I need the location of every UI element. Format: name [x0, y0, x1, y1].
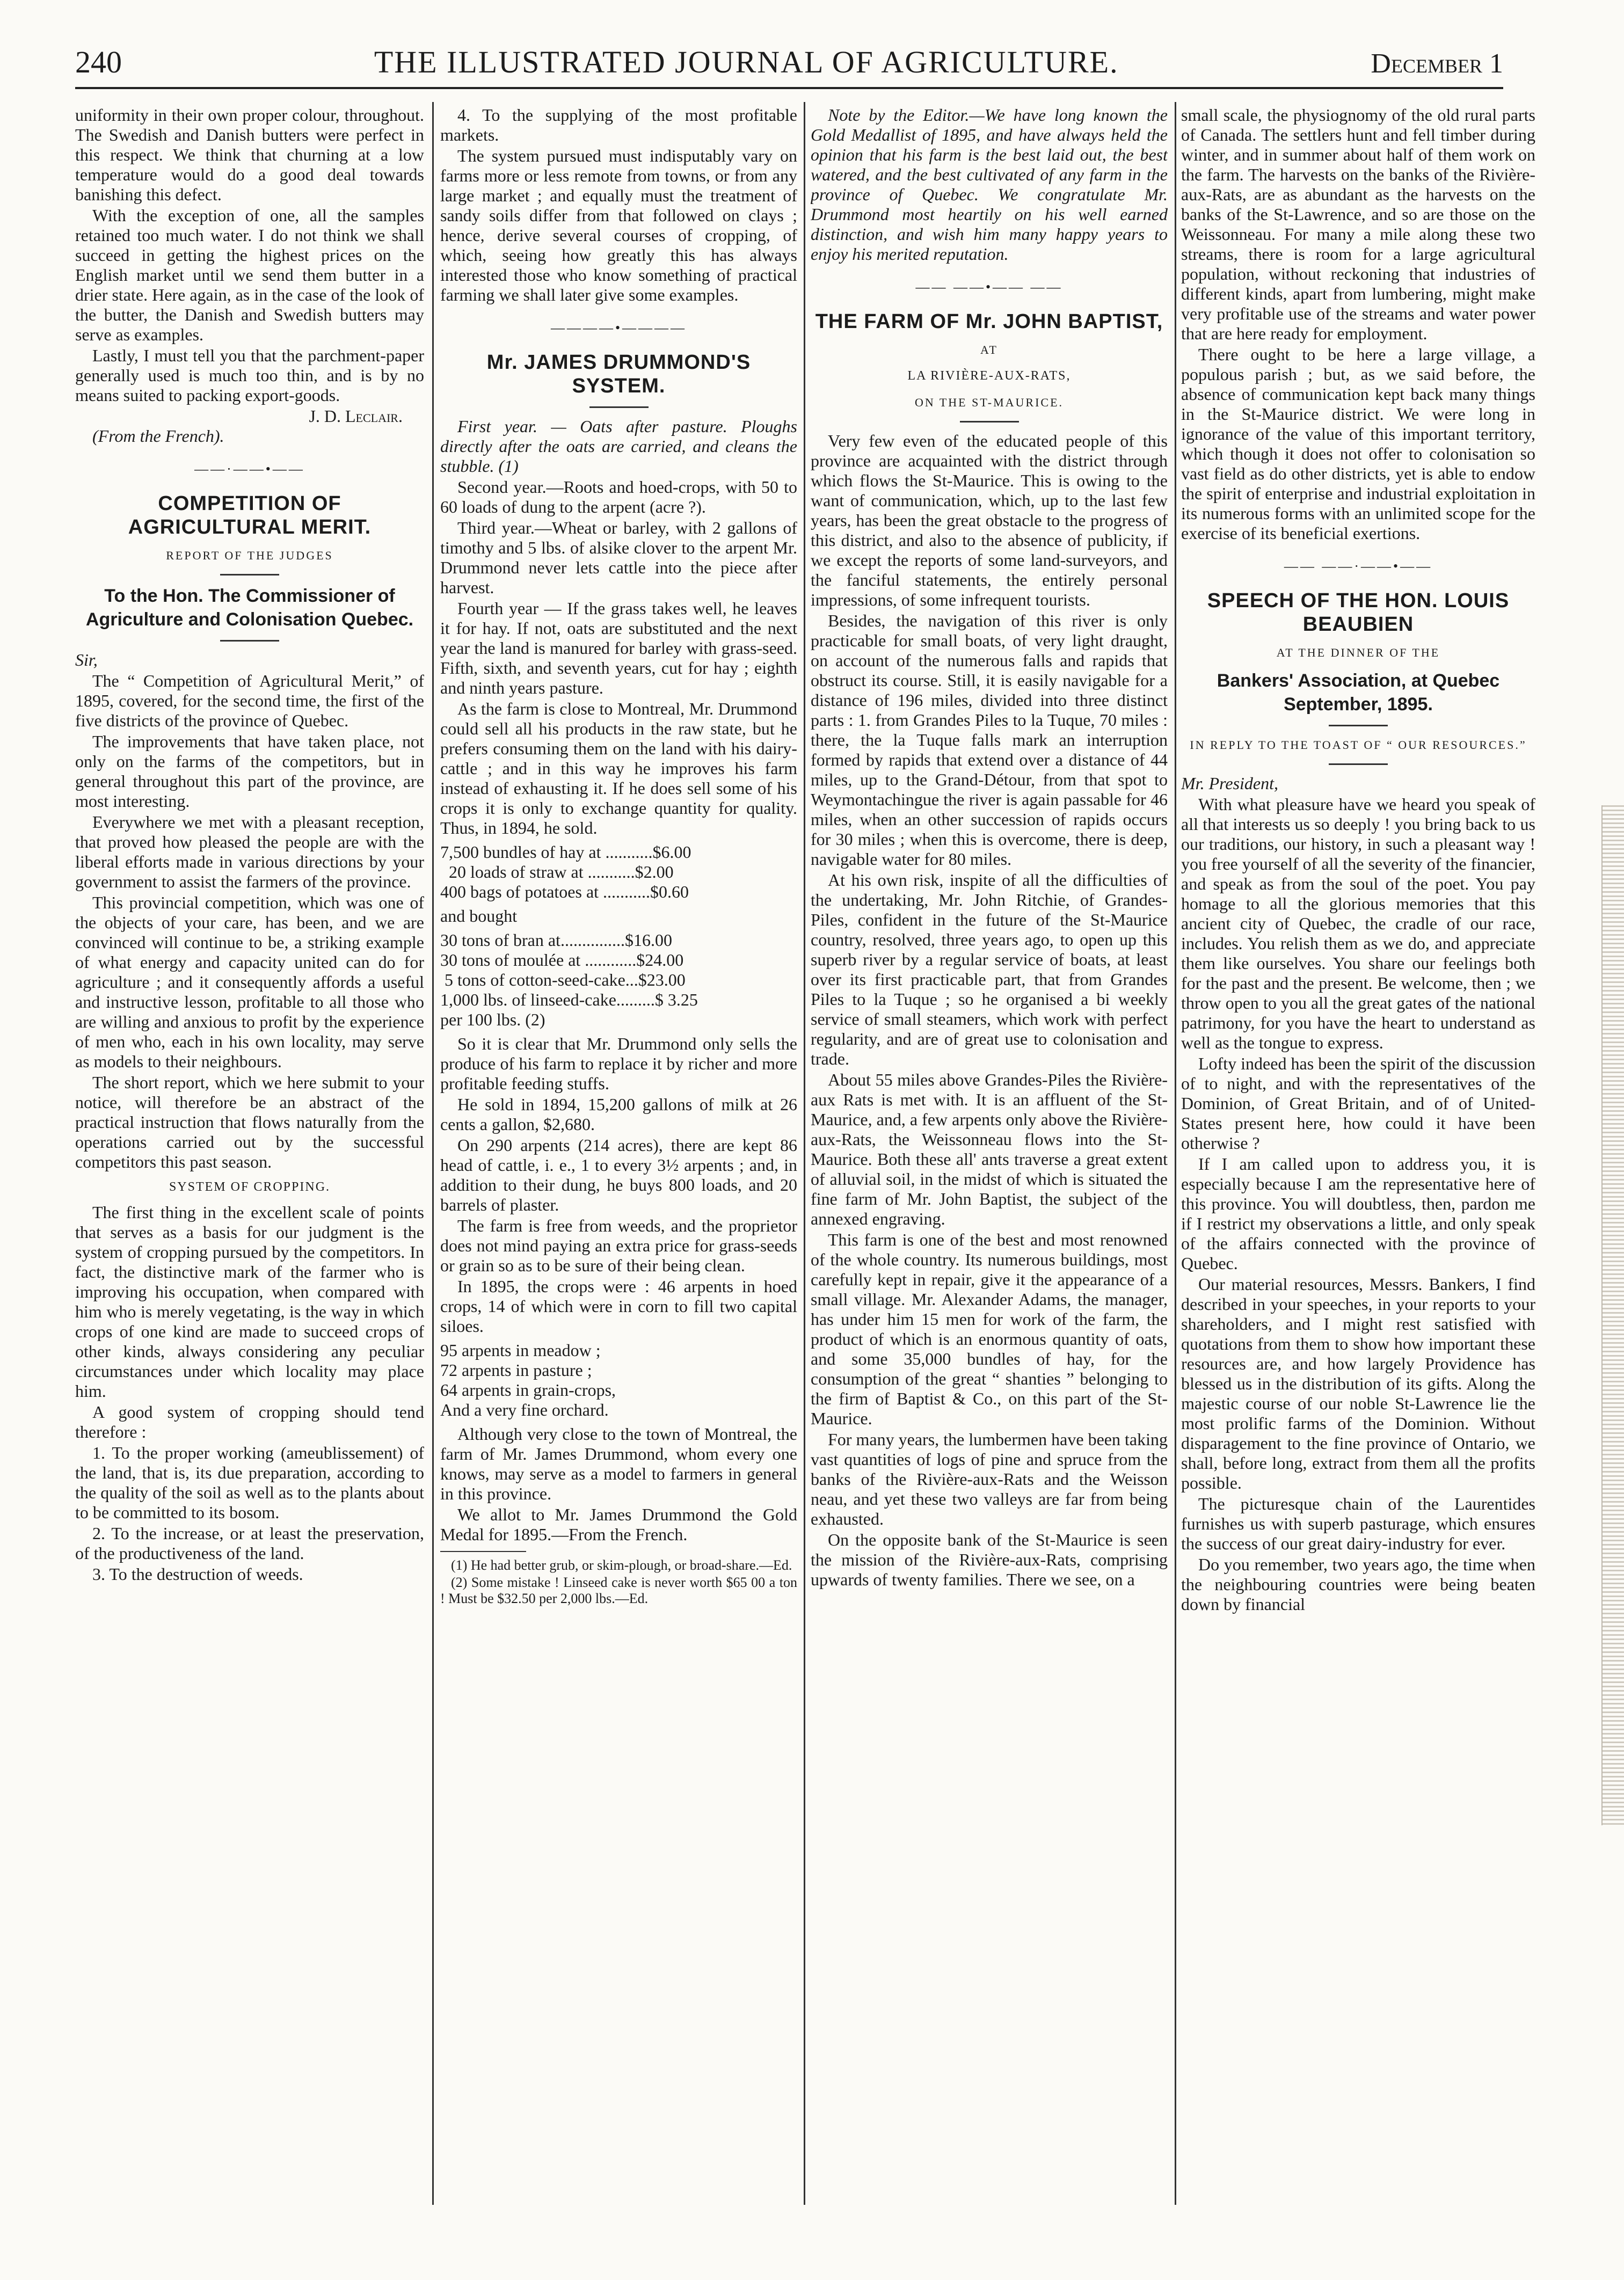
section-separator: ————•————	[550, 320, 687, 336]
paragraph: Fourth year — If the grass takes well, he leaves it for hay. If not, oats are substituted and the next year the land is manured for barley with grass-seed. Fifth, sixth, and seventh years, cut for hay ; eighth and ninth years pasture.	[440, 599, 797, 697]
paragraph: This provincial competition, which was one of the objects of your care, has been, and we are convinced will continue to be, a striking example of what energy and capacity united can do for agriculture ; and it consequently affords a useful and instructive lesson, profitable to all those who are willing and anxious to profit by the experience of men who, each in his own locality, may serve as models to their neighbours.	[75, 893, 424, 1071]
author-signature: J. D. Leclair.	[309, 406, 403, 426]
section-separator: —— ——•—— ——	[915, 279, 1063, 295]
paragraph: Although very close to the town of Montreal, the farm of Mr. James Drummond, whom every one knows, may serve as a model to farmers in general in this province.	[440, 1424, 797, 1503]
divider	[220, 574, 279, 576]
paragraph: The picturesque chain of the Laurentides furnishes us with superb pasturage, which ensures the success of our great dairy-industry for ever.	[1181, 1494, 1535, 1553]
binding-edge	[1601, 805, 1624, 1825]
article-title: THE FARM OF Mr. JOHN BAPTIST,	[815, 310, 1163, 333]
salutation: Mr. President,	[1181, 774, 1279, 793]
paragraph: We allot to Mr. James Drummond the Gold Medal for 1895.—From the French.	[440, 1505, 797, 1544]
divider	[1329, 725, 1388, 726]
editor-note: Note by the Editor.—We have long known the Gold Medallist of 1895, and have always held the opinion that his farm is the best laid out, the best watered, and the best cultivated of any farm in the province of Quebec. We congratulate Mr. Drummond most heartily on his well earned distinction, and wish him many happy years to enjoy his merited reputation.	[811, 105, 1168, 264]
paragraph: The first thing in the excellent scale of points that serves as a basis for our judgment is the system of cropping pursued by the competitors. In fact, the distinctive mark of the farmer who is improving his occupation, when compared with him who is merely vegetating, is the way in which crops of one kind are made to succeed crops of other kinds, always considering any peculiar circumstances under which locality may place him.	[75, 1203, 424, 1401]
bought-list	[440, 930, 797, 1030]
paragraph: and bought	[440, 906, 518, 926]
journal-title: THE ILLUSTRATED JOURNAL OF AGRICULTURE.	[374, 45, 1119, 79]
section-separator: —— ——·——•——	[1284, 558, 1433, 574]
paragraph: So it is clear that Mr. Drummond only sells the produce of his farm to replace it by richer and more profitable feeding stuffs.	[440, 1034, 797, 1093]
paragraph: With the exception of one, all the samples retained too much water. I do not think we shall succeed in getting the highest prices on the English market until we send them butter in a drier state. Here again, as in the case of the look of the butter, the Danish and Swedish butters may serve as examples.	[75, 206, 424, 344]
paragraph: A good system of cropping should tend therefore :	[75, 1402, 424, 1441]
column-rule	[804, 102, 805, 2205]
divider	[220, 640, 279, 642]
paragraph: Third year.—Wheat or barley, with 2 gallons of timothy and 5 lbs. of alsike clover to the arpent Mr. Drummond never lets cattle into the piece after harvest.	[440, 518, 797, 597]
paragraph: Lastly, I must tell you that the parchment-paper generally used is much too thin, and is by no means suited to packing export-goods.	[75, 346, 424, 405]
paragraph: 3. To the destruction of weeds.	[92, 1564, 303, 1584]
article-title: SPEECH OF THE HON. LOUIS BEAUBIEN	[1207, 589, 1510, 636]
paragraph: He sold in 1894, 15,200 gallons of milk at 26 cents a gallon, $2,680.	[440, 1095, 797, 1134]
paragraph: Very few even of the educated people of this province are acquainted with the district through which flows the St-Maurice. This is owing to the want of communication, which, up to the last few years, has been the great obstacle to the progress of this district, and also to the absence of publicity, if we except the reports of some land-surveyors, and the fanciful statements, the entirely personal impressions, of some infrequent tourists.	[811, 431, 1168, 609]
list-item: 30 tons of bran at...............$16.00	[440, 930, 672, 950]
paragraph: In 1895, the crops were : 46 arpents in hoed crops, 14 of which were in corn to fill two capital siloes.	[440, 1277, 797, 1336]
list-item: 400 bags of potatoes at ...........$0.60	[440, 882, 689, 901]
place-name: LA RIVIÈRE-AUX-RATS,	[907, 369, 1071, 383]
list-item: 7,500 bundles of hay at ...........$6.00	[440, 842, 691, 862]
list-item: 5 tons of cotton-seed-cake...$23.00	[440, 970, 686, 989]
divider	[589, 406, 649, 408]
column-1	[75, 105, 424, 2205]
paragraph: The improvements that have taken place, not only on the farms of the competitors, but in general throughout this part of the province, are most interesting.	[75, 732, 424, 811]
paragraph: 4. To the supplying of the most profitable markets.	[440, 105, 797, 144]
issue-date: December 1	[1371, 48, 1503, 79]
list-item: And a very fine orchard.	[440, 1400, 609, 1419]
paragraph: There ought to be here a large village, a populous parish ; but, as we said before, the absence of communication kept back many things in the St-Maurice district. We were long in ignorance of the value of this important territory, which though it does not offer to colonisation so vast field as do other districts, yet is able to endow the spirit of enterprise and industrial exploitation in its numerous forms with an unlimited scope for the exercise of its beneficial exertions.	[1181, 345, 1535, 543]
list-item: 20 loads of straw at ...........$2.00	[440, 862, 674, 882]
column-rule	[432, 102, 434, 2205]
section-separator: ——·——•——	[194, 461, 305, 477]
paragraph: On 290 arpents (214 acres), there are kept 86 head of cattle, i. e., 1 to every 3½ arpents ; and, in addition to their dung, he buys 800 loads, and 20 barrels of plaster.	[440, 1135, 797, 1214]
divider	[1329, 763, 1388, 765]
paragraph: Second year.—Roots and hoed-crops, with 50 to 60 loads of dung to the arpent (acre ?).	[440, 477, 797, 516]
article-subtitle: ON THE ST-MAURICE.	[914, 396, 1064, 409]
paragraph: At his own risk, inspite of all the difficulties of the undertaking, Mr. John Ritchie, of Grandes-Piles, confident in the future of the St-Maurice country, resolved, three years ago, to open up this superb river by a regular service of boats, at least over its first practicable part, that from Grandes Piles to la Tuque ; so he organised a bi weekly service of small steamers, which work with perfect regularity, and are of great use to colonisation and trade.	[811, 870, 1168, 1068]
list-item: per 100 lbs. (2)	[440, 1010, 545, 1029]
footnotes	[440, 1557, 797, 1607]
paragraph: The short report, which we here submit to your notice, will therefore be an abstract of the practical instruction that flows naturally from the operations carried out by the successful competitors this past season.	[75, 1073, 424, 1171]
column-4	[1181, 105, 1535, 2205]
paragraph: 1. To the proper working (ameublissement) of the land, that is, its due preparation, according to the quality of the soil as well as to the plants about to be committed to its bosom.	[75, 1443, 424, 1522]
list-item: 95 arpents in meadow ;	[440, 1341, 601, 1360]
paragraph: About 55 miles above Grandes-Piles the Rivière-aux Rats is met with. It is an affluent of the St-Maurice, and, a few arpents only above the Rivière-aux-Rats, the Weissonneau flows into the St-Maurice. Both these all' ants traverse a great extent of alluvial soil, in the midst of which is situated the fine farm of Mr. John Baptist, the subject of the annexed engraving.	[811, 1070, 1168, 1228]
paragraph: This farm is one of the best and most renowned of the whole country. Its numerous buildings, most carefully kept in repair, give it the appearance of a small village. Mr. Alexander Adams, the manager, has under him 15 men for work of the farm, the product of which is an enormous quantity of oats, and some 35,000 bundles of hay, for the consumption of the great “ shanties ” belonging to the firm of Baptist & Co., on this part of the St-Maurice.	[811, 1230, 1168, 1428]
sold-list	[440, 842, 797, 902]
column-rule	[1175, 102, 1176, 2205]
paragraph: For many years, the lumbermen have been taking vast quantities of logs of pine and spruce from the banks of the Rivière-aux-Rats and the Weisson neau, and yet these two valleys are far from being exhausted.	[811, 1430, 1168, 1528]
list-item: 30 tons of moulée at ............$24.00	[440, 950, 684, 970]
list-item: 72 arpents in pasture ;	[440, 1360, 592, 1380]
source-note: (From the French).	[92, 426, 224, 446]
page-header	[75, 44, 1503, 89]
address-heading: To the Hon. The Commissioner of Agriculture and Colonisation Quebec.	[85, 586, 414, 630]
paragraph: As the farm is close to Montreal, Mr. Drummond could sell all his products in the raw state, but he prefers consuming them on the land with his dairy-cattle ; and in this way he improves his farm instead of exhausting it. If he does sell some of his crops it is only to exchange quantity for quality. Thus, in 1894, he sold.	[440, 699, 797, 837]
paragraph: 2. To the increase, or at least the preservation, of the productiveness of the land.	[75, 1524, 424, 1563]
column-3	[811, 105, 1168, 2205]
column-2	[440, 105, 797, 2205]
paragraph: Everywhere we met with a pleasant reception, that proved how pleased the people are with the liberal efforts made in various directions by your government to assist the farmers of the province.	[75, 812, 424, 891]
divider	[960, 421, 1019, 423]
crops-list	[440, 1341, 797, 1420]
article-subtitle: IN REPLY TO THE TOAST OF “ OUR RESOURCES.”	[1190, 738, 1527, 752]
paragraph: small scale, the physiognomy of the old rural parts of Canada. The settlers hunt and fell timber during winter, and in summer about half of them work on the farm. The harvests on the banks of the Rivière-aux-Rats, are as abundant as the harvests on the banks of the St-Lawrence, and so are those on the Weissonneau. For many a mile along these two streams, there is room for a large agricultural population, without reckoning that industries of different kinds, apart from lumbering, might make very profitable use of the streams and water power that are here ready for employment.	[1181, 105, 1535, 343]
article-subtitle: REPORT OF THE JUDGES	[166, 549, 333, 562]
page-number: 240	[75, 45, 122, 79]
paragraph: First year. — Oats after pasture. Ploughs directly after the oats are carried, and cleans the stubble. (1)	[440, 417, 797, 476]
paragraph: On the opposite bank of the St-Maurice is seen the mission of the Rivière-aux-Rats, comprising upwards of twenty families. There we see, on a	[811, 1530, 1168, 1589]
paragraph: The system pursued must indisputably vary on farms more or less remote from towns, or from any large market ; and equally must the treatment of sandy soils differ from that followed on clays ; hence, derive several courses of cropping, of which, seeing how greatly this has always interested those who know something of practical farming we shall later give some examples.	[440, 146, 797, 304]
footnote-rule	[440, 1551, 526, 1552]
paragraph: Besides, the navigation of this river is only practicable for small boats, of very light draught, on account of the numerous falls and rapids that obstruct its course. Still, it is easily navigable for a distance of 196 miles, divided into three distinct parts : 1. from Grandes Piles to la Tuque, 70 miles : there, the la Tuque falls mark an interruption formed by rapids that extend over a distance of 44 miles, up to the Grand-Détour, from that spot to Weymontachingue the river is again passable for 46 miles, when an other succession of rapids occurs for 30 miles ; when this is overcome, there is deep, navigable water for 80 miles.	[811, 611, 1168, 869]
paragraph: The farm is free from weeds, and the proprietor does not mind paying an extra price for grass-seeds or grain so as to be sure of their being clean.	[440, 1216, 797, 1275]
paragraph: Our material resources, Messrs. Bankers, I find described in your speeches, in your reports to your shareholders, and I might rest satisfied with quotations from them to show how important these resources are, and how largely Providence has blessed us in the distribution of its gifts. Along the majestic course of our noble St-Lawrence lie the most prolific farms of the Dominion. Without disparagement to the fine province of Ontario, we shall, before long, extract from them all the profits possible.	[1181, 1274, 1535, 1492]
paragraph: If I am called upon to address you, it is especially because I am the representative here of this province. You will doubtless, then, pardon me if I restrict my observations a little, and only speak of the affairs connected with the province of Quebec.	[1181, 1154, 1535, 1273]
article-subtitle: AT	[980, 343, 998, 356]
paragraph: The “ Competition of Agricultural Merit,” of 1895, covered, for the second time, the first of the five districts of the province of Quebec.	[75, 671, 424, 730]
footnote: (1) He had better grub, or skim-plough, or broad-share.—Ed.	[451, 1557, 792, 1573]
paragraph: Do you remember, two years ago, the time when the neighbouring countries were being beaten down by financial	[1181, 1555, 1535, 1614]
section-heading: SYSTEM OF CROPPING.	[169, 1180, 331, 1194]
article-title: Mr. JAMES DRUMMOND'S SYSTEM.	[486, 351, 751, 397]
paragraph: With what pleasure have we heard you speak of all that interests us so deeply ! you bring back to us our traditions, our history, in such a pleasant way ! you free yourself of all the severity of the financier, and speak as from the soul of the poet. You pay homage to all the glorious memories that this ancient city of Quebec, the cradle of our race, includes. You relish them as we do, and appreciate them like ourselves. You share our feelings both for the past and the present. Be welcome, then ; we throw open to you all the great gates of the national patrimony, for you have the heart to understand as well as the tongue to express.	[1181, 795, 1535, 1052]
footnote: (2) Some mistake ! Linseed cake is never worth $65 00 a ton ! Must be $32.50 per 2,000 lbs.—Ed.	[440, 1575, 797, 1606]
article-subtitle: AT THE DINNER OF THE	[1276, 646, 1440, 659]
paragraph: Lofty indeed has been the spirit of the discussion of to night, and with the representatives of the Dominion, of Great Britain, and of of United-States present here, how could it have been otherwise ?	[1181, 1054, 1535, 1153]
article-title: COMPETITION OF AGRICULTURAL MERIT.	[128, 492, 372, 538]
salutation: Sir,	[75, 650, 98, 669]
event-heading: Bankers' Association, at Quebec September, 1895.	[1217, 671, 1500, 715]
list-item: 64 arpents in grain-crops,	[440, 1380, 616, 1400]
list-item: 1,000 lbs. of linseed-cake.........$ 3.25	[440, 990, 698, 1009]
paragraph: uniformity in their own proper colour, throughout. The Swedish and Danish butters were perfect in this respect. We think that churning at a low temperature would do a good deal towards banishing this defect.	[75, 105, 424, 204]
